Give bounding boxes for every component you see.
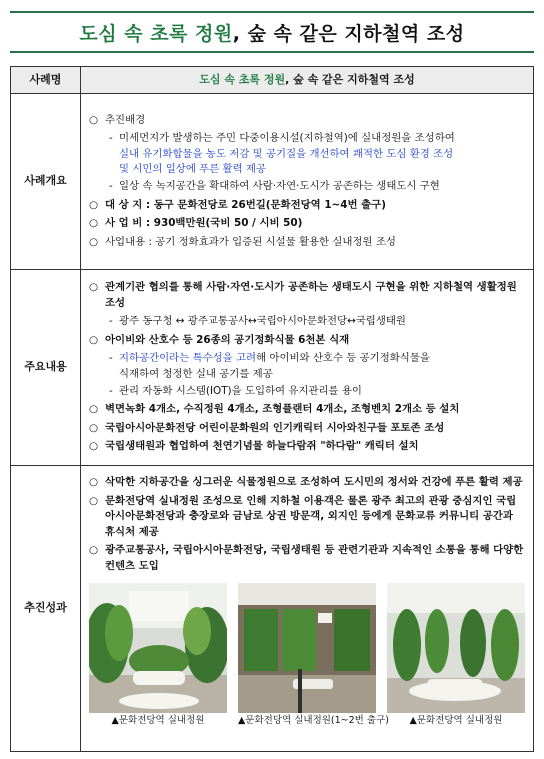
results-row [11,466,534,752]
case-table [10,66,534,752]
case-name-green: 도심 속 초록 정원 [199,72,286,86]
contents-label: 주요내용 [11,270,81,466]
contents-subitem: - 관리 자동화 시스템(IOT)을 도입하여 유지관리를 용이 [109,384,362,397]
contents-item: ○ 국립아시아문화전당 어린이문화원의 인기캐릭터 시아와친구들 포토존 조성 [89,421,445,434]
overview-label: 사례개요 [11,94,81,270]
table-header-row [11,67,534,94]
station-garden-photo-3 [387,583,525,728]
contents-content [81,270,534,466]
overview-row [11,94,534,270]
photo-gallery [89,583,525,728]
results-item: ○ 문화전당역 실내정원 조성으로 인해 지하철 이용객은 물론 광주 최고의 관광 중심지인 국립아시아문화전당과 충장로와 금남로 상권 방문객, 외지인 등에게 문화교류 커뮤니티 공간과 휴식처 제공 [89,494,517,538]
overview-item: ○ 사 업 비 : 930백만원(국비 50 / 시비 50) [89,217,303,230]
photo-caption: ▲문화전당역 실내정원(1~2번 출구) [238,714,389,726]
overview-item: ○ 사업내용 : 공기 정화효과가 입증된 시설물 활용한 실내정원 조성 [89,235,396,248]
case-name-label: 사례명 [11,67,81,94]
garden-photo-image [89,583,227,713]
results-item: ○ 광주교통공사, 국립아시아문화전당, 국립생태원 등 관련기관과 지속적인 소통을 통해 다양한 컨텐츠 도입 [89,544,524,573]
station-garden-photo-2 [238,583,389,728]
contents-item: ○ 국립생태원과 협업하여 천연기념물 하늘다람쥐 "하다람" 캐릭터 설치 [89,440,419,453]
results-item: ○ 삭막한 지하공간을 싱그러운 식물정원으로 조성하여 도시민의 정서와 건강에 푸른 활력 제공 [89,476,523,488]
contents-item: ○ 관계기관 협의를 통해 사람·자연·도시가 공존하는 생태도시 구현을 위한 지하철역 생활정원 조성 [89,280,517,309]
contents-row [11,270,534,466]
document-title [10,11,534,53]
overview-content [81,94,534,270]
case-name-black: , 숲 속 같은 지하철역 조성 [285,72,415,86]
results-content [81,466,534,752]
contents-item: ○ 벽면녹화 4개소, 수직정원 4개소, 조형플랜터 4개소, 조형벤치 2개소 등 설치 [89,403,460,416]
results-label: 추진성과 [11,466,81,752]
garden-photo-image [238,583,376,713]
contents-item: ○ 아이비와 산호수 등 26종의 공기정화식물 6천본 식재 [89,333,350,346]
overview-subitem: - 일상 속 녹지공간을 확대하여 사람·자연·도시가 공존하는 생태도시 구현 [109,180,440,192]
photo-caption: ▲문화전당역 실내정원 [409,714,503,726]
garden-photo-image [387,583,525,713]
photo-caption: ▲문화전당역 실내정원 [111,714,205,726]
overview-item: ○ 대 상 지 : 동구 문화전당로 26번길(문화전당역 1~4번 출구) [89,198,386,211]
title-green-part: 도심 속 초록 정원 [79,22,233,45]
case-name-value [81,67,534,94]
overview-item: ○ 추진배경 [89,113,146,126]
overview-subitem: - 미세먼지가 발생하는 주민 다중이용시설(지하철역)에 실내정원을 조성하여 실내 유기화합물을 농도 저감 및 공기질을 개선하여 쾌적한 도심 환경 조성 및 시민의 일상에 푸른 활력 제공 [109,132,455,176]
title-black-part: , 숲 속 같은 지하철역 조성 [232,22,465,45]
contents-subitem: - 광주 동구청 ↔ 광주교통공사↔국립아시아문화전당↔국립생태원 [109,315,406,328]
contents-subitem: - 지하공간이라는 특수성을 고려해 아이비와 산호수 등 공기정화식물을 식재하여 청정한 실내 공기를 제공 [109,352,430,380]
station-garden-photo-1 [89,583,227,728]
